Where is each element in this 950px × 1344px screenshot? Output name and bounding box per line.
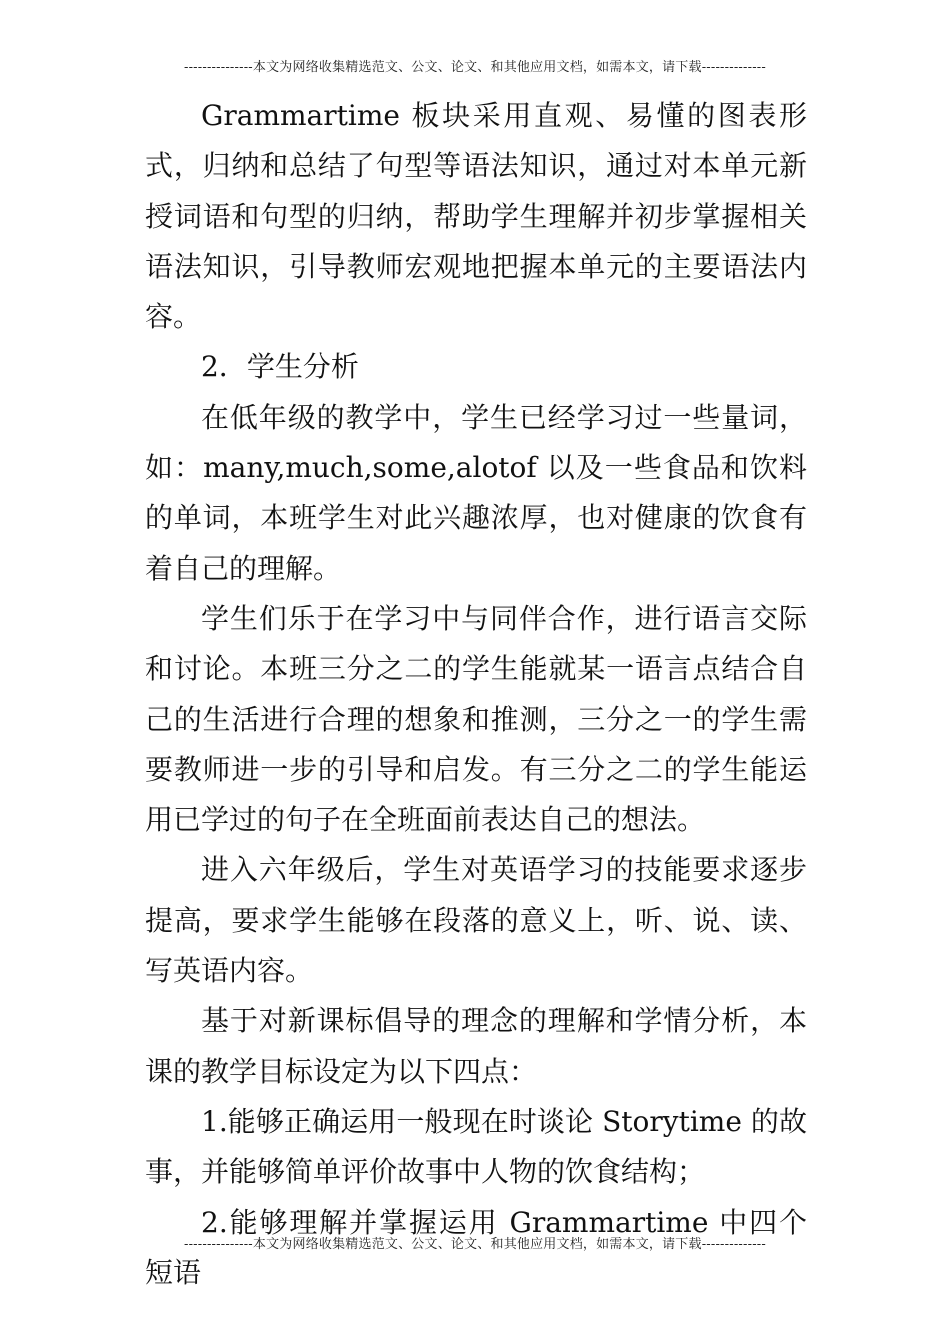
- paragraph-grammartime: Grammartime 板块采用直观、易懂的图表形式，归纳和总结了句型等语法知识，通过对本单元新授词语和句型的归纳，帮助学生理解并初步掌握相关语法知识，引导教师宏观地把握本单元的主要语法内容。: [145, 99, 807, 334]
- paragraph-prior-knowledge: 在低年级的教学中，学生已经学习过一些量词，如：many,much,some,alotof 以及一些食品和饮料的单词，本班学生对此兴趣浓厚，也对健康的饮食有着自己的理解。: [145, 400, 807, 585]
- page-footer-banner: ---------------本文为网络收集精选范文、公文、论文、和其他应用文档，如需本文，请下载--------------: [184, 1237, 766, 1252]
- objective-item-1: 1.能够正确运用一般现在时谈论 Storytime 的故事，并能够简单评价故事中人物的饮食结构；: [145, 1104, 807, 1189]
- paragraph-objectives-intro: 基于对新课标倡导的理念的理解和学情分析，本课的教学目标设定为以下四点：: [145, 1004, 807, 1088]
- document-body: [145, 91, 807, 1298]
- section-heading-student-analysis: 2．学生分析: [201, 350, 359, 384]
- paragraph-grade-six: 进入六年级后，学生对英语学习的技能要求逐步提高，要求学生能够在段落的意义上，听、说、读、写英语内容。: [145, 853, 807, 988]
- objective-item-2: 2.能够理解并掌握运用 Grammartime 中四个短语: [145, 1205, 807, 1289]
- paragraph-cooperation: 学生们乐于在学习中与同伴合作，进行语言交际和讨论。本班三分之二的学生能就某一语言点结合自己的生活进行合理的想象和推测，三分之一的学生需要教师进一步的引导和启发。有三分之二的学生能运用已学过的句子在全班面前表达自己的想法。: [145, 601, 807, 837]
- page-header-banner: ---------------本文为网络收集精选范文、公文、论文、和其他应用文档，如需本文，请下载--------------: [184, 60, 766, 75]
